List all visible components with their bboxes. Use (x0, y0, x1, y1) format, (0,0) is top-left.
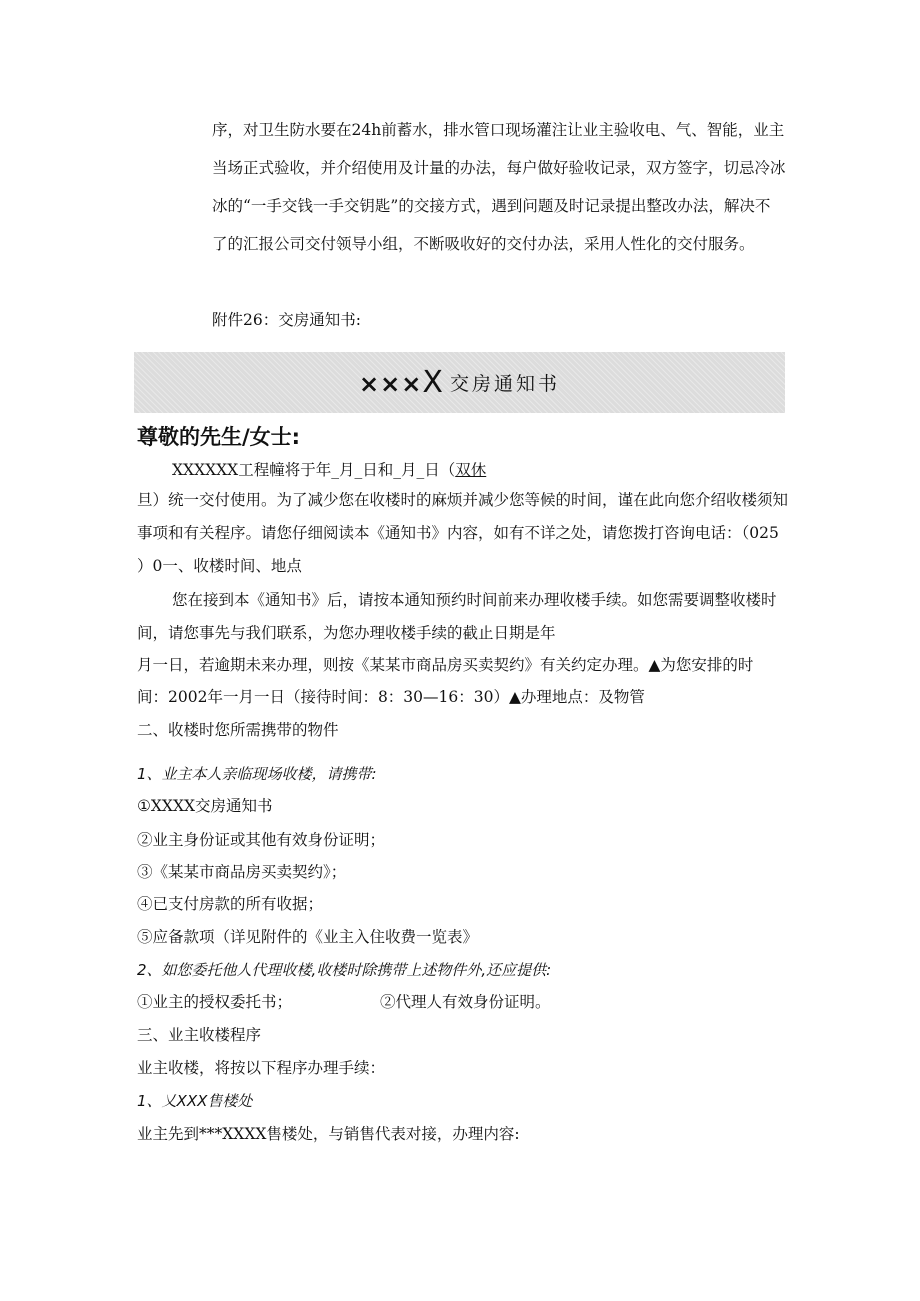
item-1-list-1: ①XXXX交房通知书 (137, 797, 273, 815)
banner-mark (359, 365, 444, 400)
p1-line-3: 事项和有关程序。请您仔细阅读本《通知书》内容，如有不详之处，请您拨打咨询电话：（025 (137, 524, 779, 542)
step-1-heading: 1、乂XXX售楼处 (137, 1092, 253, 1110)
step-1-text: 业主先到***XXXX售楼处，与销售代表对接，办理内容: (137, 1125, 520, 1143)
p2-line-3: 月一日，若逾期未来办理，则按《某某市商品房买卖契约》有关约定办理。▲为您安排的时 (137, 656, 754, 674)
intro-line-2: 当场正式验收，并介绍使用及计量的办法，每户做好验收记录，双方签字，切忌冷冰 (212, 159, 786, 177)
p1-line-1-underlined: 双休 (455, 461, 487, 479)
item-2-heading: 2、如您委托他人代理收楼,收楼时除携带上述物件外,还应提供: (137, 961, 552, 979)
section-3-intro: 业主收楼，将按以下程序办理手续： (137, 1059, 386, 1077)
item-1-heading: 1、业主本人亲临现场收楼，请携带: (137, 765, 377, 783)
item-1-list-5: ⑤应备款项（详见附件的《业主入住收费一览表》 (137, 928, 479, 946)
attachment-label: 附件26：交房通知书: (212, 311, 361, 329)
item-2-a: ①业主的授权委托书； (137, 993, 293, 1011)
p1-line-4: ）0一、收楼时间、地点 (137, 557, 302, 575)
p1-line-1-text: XXXXXX工程幢将于年_月_日和_月_日（ (172, 461, 456, 479)
notice-title-banner (134, 352, 785, 413)
p1-line-1 (172, 460, 486, 480)
banner-title: 交房通知书 (449, 373, 560, 395)
banner-mark-small: ××× (359, 370, 423, 398)
intro-line-3: 冰的“一手交钱一手交钥匙”的交接方式，遇到问题及时记录提出整改办法，解决不 (212, 197, 771, 215)
intro-line-1: 序，对卫生防水要在24h前蓄水，排水管口现场灌注让业主验收电、气、智能，业主 (212, 121, 785, 139)
p2-line-1: 您在接到本《通知书》后，请按本通知预约时间前来办理收楼手续。如您需要调整收楼时 (172, 591, 777, 609)
p1-line-2: 旦）统一交付使用。为了减少您在收楼时的麻烦并减少您等候的时间，谨在此向您介绍收楼须知 (137, 491, 789, 509)
intro-line-4: 了的汇报公司交付领导小组，不断吸收好的交付办法，采用人性化的交付服务。 (212, 235, 755, 253)
item-1-list-4: ④已支付房款的所有收据； (137, 895, 324, 913)
section-3-heading: 三、业主收楼程序 (137, 1026, 262, 1044)
p2-line-2: 间，请您事先与我们联系，为您办理收楼手续的截止日期是年 (137, 624, 556, 642)
p2-line-4: 间：2002年一月一日（接待时间：8：30—16：30）▲办理地点：及物管 (137, 688, 645, 706)
item-1-list-3: ③《某某市商品房买卖契约》； (137, 863, 347, 881)
item-1-list-2: ②业主身份证或其他有效身份证明； (137, 831, 386, 849)
salutation: 尊敬的先生/女士: (137, 425, 301, 449)
item-2-b: ②代理人有效身份证明。 (380, 993, 551, 1011)
section-2-heading: 二、收楼时您所需携带的物件 (137, 721, 339, 739)
banner-mark-big: X (422, 365, 444, 400)
